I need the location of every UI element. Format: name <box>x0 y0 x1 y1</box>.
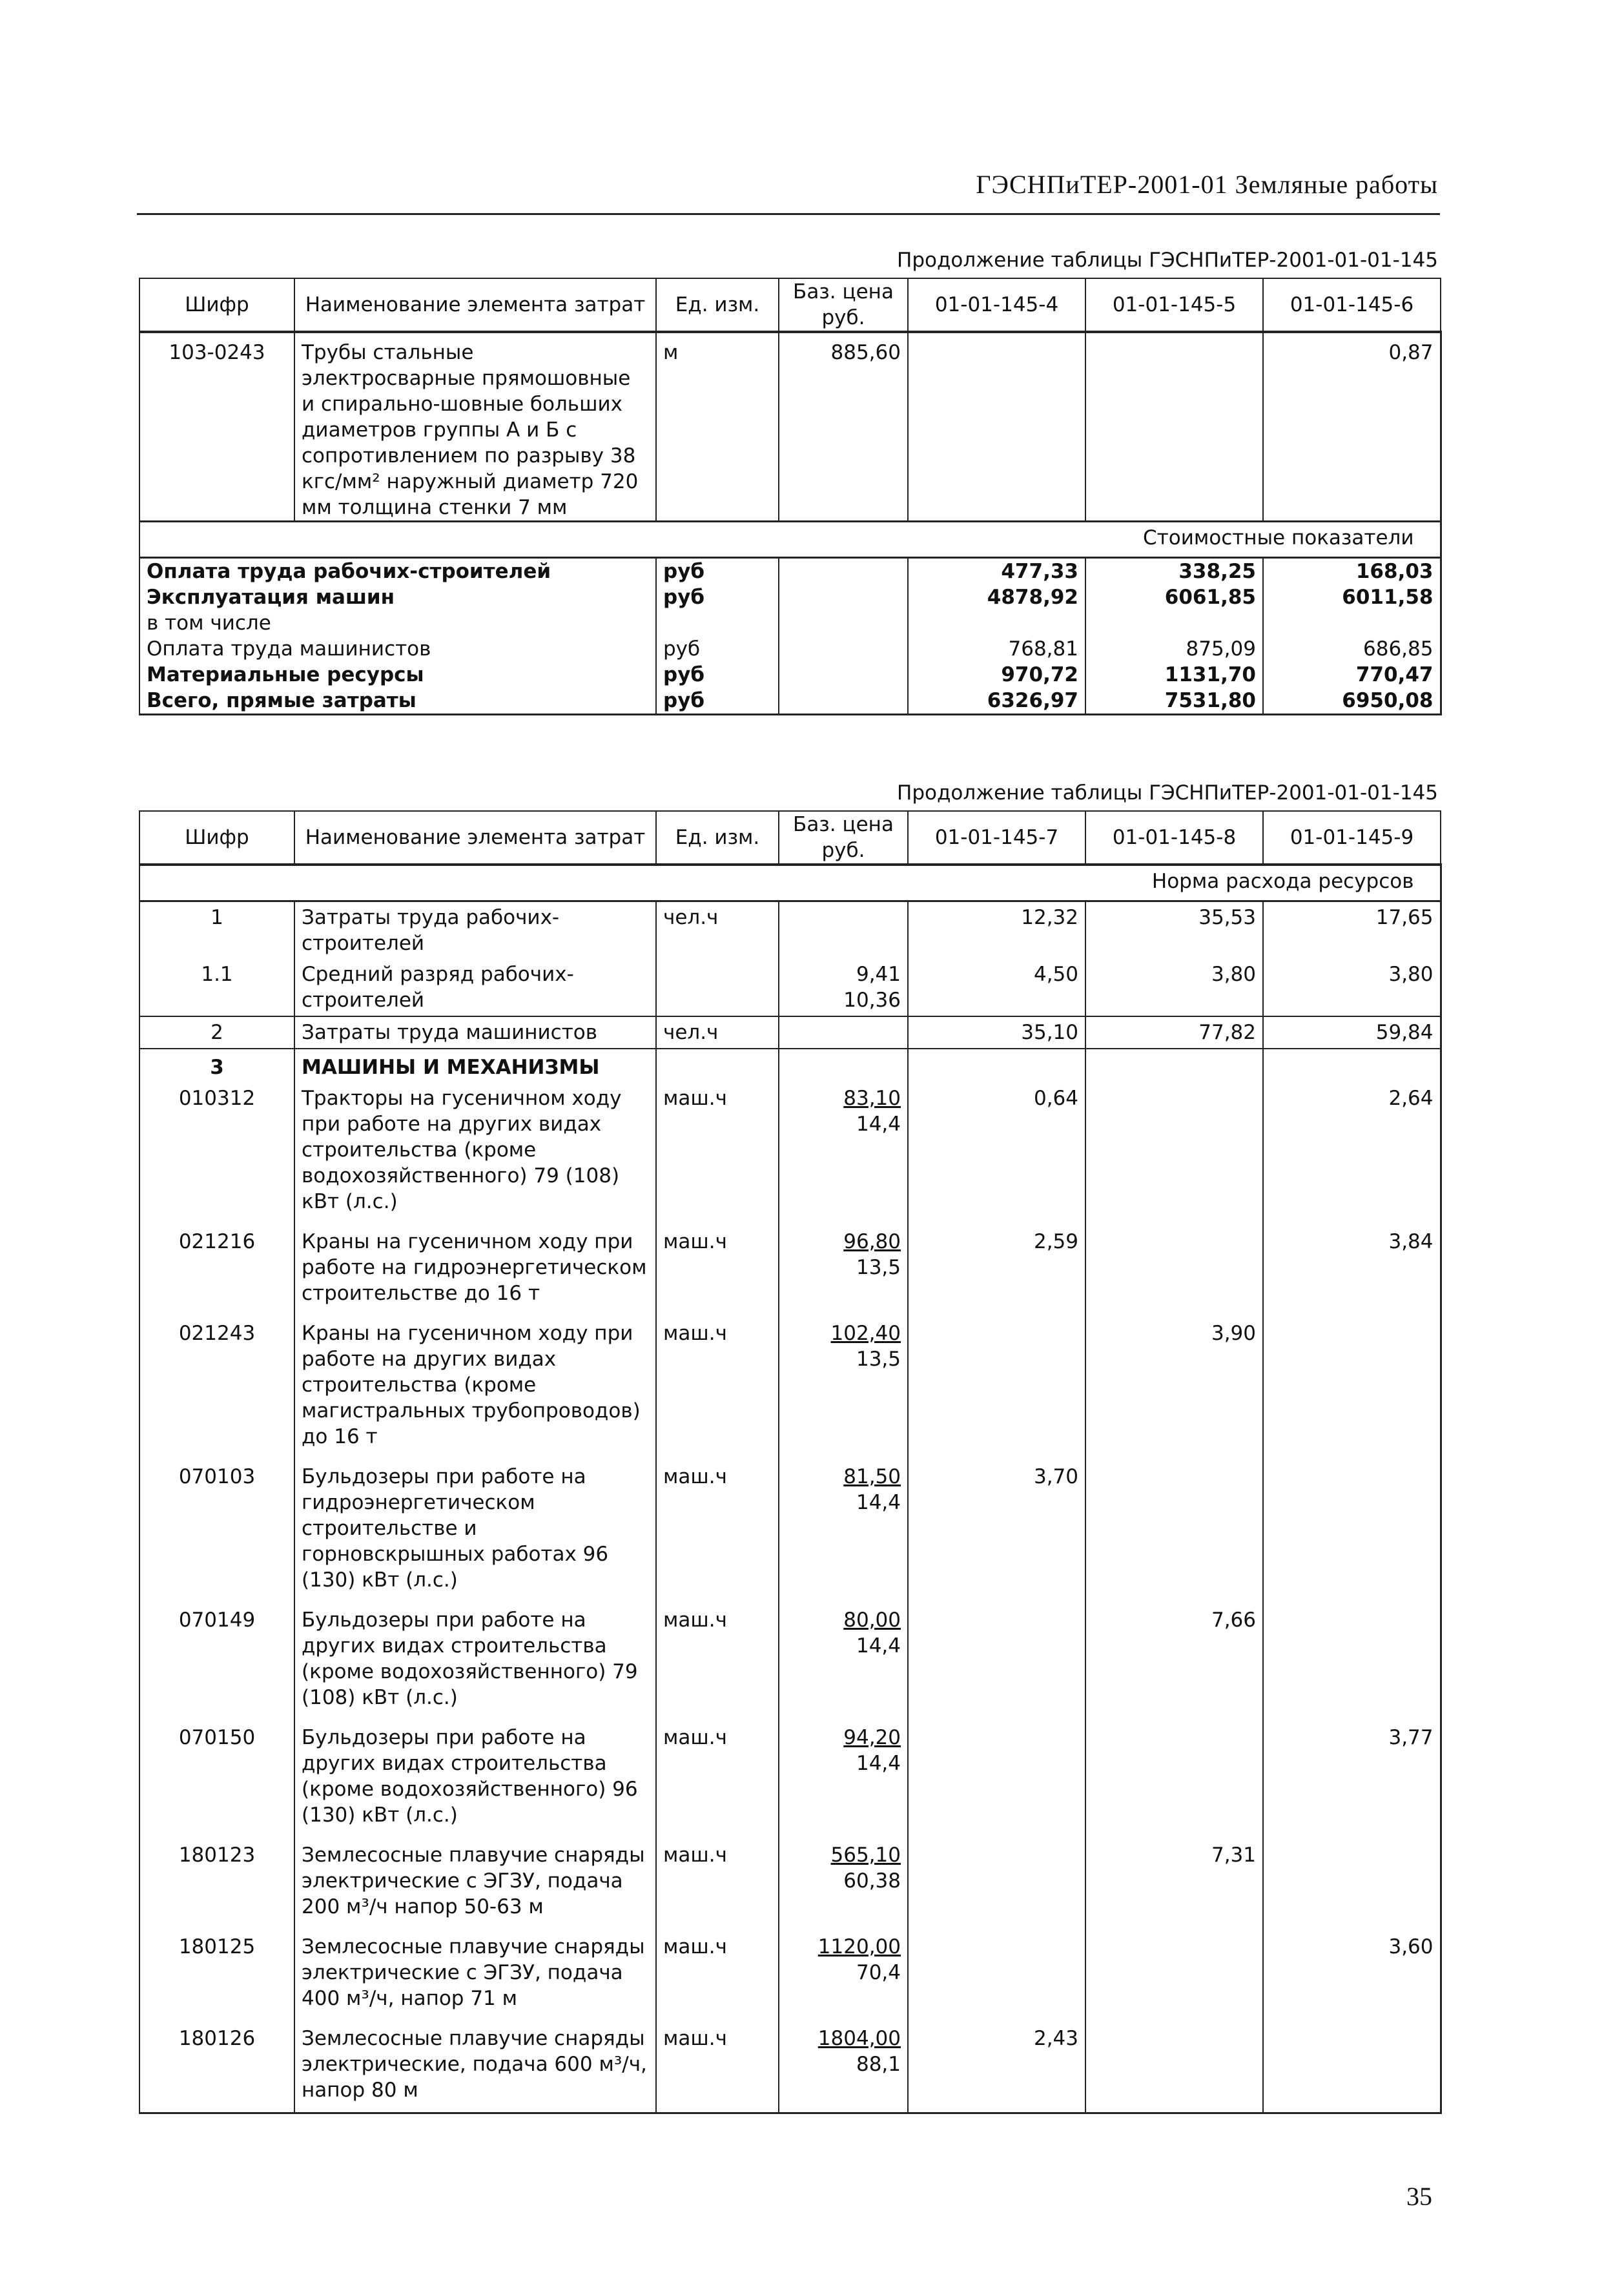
resource-value: 35,10 <box>908 1016 1085 1049</box>
resource-unit: чел.ч <box>656 1016 779 1049</box>
resource-price-value: 102,40 <box>830 1321 901 1345</box>
cost-name: Эксплуатация машин <box>139 584 656 610</box>
resource-value <box>908 1602 1085 1720</box>
resource-value <box>1085 1720 1263 1837</box>
machines-title: МАШИНЫ И МЕХАНИЗМЫ <box>294 1049 656 1080</box>
resource-price-value: 1120,00 <box>817 1935 901 1958</box>
resource-name: Бульдозеры при работе на гидроэнергетическом строительстве и горновскрышных работах 96 (130) кВт (л.с.) <box>294 1459 656 1602</box>
resource-value: 2,59 <box>908 1224 1085 1315</box>
cost-name: Материальные ресурсы <box>139 662 656 688</box>
resource-value: 7,31 <box>1085 1837 1263 1929</box>
table-row <box>139 1929 1441 2020</box>
resource-price <box>779 1602 908 1720</box>
resource-price: 885,60 <box>779 332 908 522</box>
table2-caption: Продолжение таблицы ГЭСНПиТЕР-2001-01-01-145 <box>897 781 1438 805</box>
resource-code: 180125 <box>139 1929 294 2020</box>
resource-price-secondary: 14,4 <box>856 1112 901 1136</box>
resource-unit: маш.ч <box>656 2020 779 2113</box>
cost-row <box>139 584 1441 610</box>
cost-name: Оплата труда машинистов <box>139 636 656 662</box>
cost-value: 970,72 <box>908 662 1085 688</box>
table2-header-row <box>139 811 1441 865</box>
col-header-unit: Ед. изм. <box>656 811 779 865</box>
resource-code: 010312 <box>139 1080 294 1224</box>
resource-price-value: 9,41 <box>856 962 901 986</box>
cost-price <box>779 558 908 585</box>
resource-rows <box>139 901 1441 2113</box>
resource-code: 103-0243 <box>139 332 294 522</box>
cost-price <box>779 636 908 662</box>
resource-value: 35,53 <box>1085 901 1263 959</box>
resource-value <box>908 1837 1085 1929</box>
cost-unit: руб <box>656 584 779 610</box>
col-header-shifr: Шифр <box>139 278 294 332</box>
cost-unit: руб <box>656 558 779 585</box>
resource-name: Средний разряд рабочих-строителей <box>294 959 656 1016</box>
empty-cell <box>1263 1049 1441 1080</box>
resource-price-secondary: 60,38 <box>843 1869 901 1893</box>
resource-price-secondary: 70,4 <box>856 1960 901 1984</box>
resource-value: 2,43 <box>908 2020 1085 2113</box>
cost-row <box>139 558 1441 585</box>
cost-value: 168,03 <box>1263 558 1441 585</box>
section-row <box>139 522 1441 558</box>
col-header-unit: Ед. изм. <box>656 278 779 332</box>
resource-name: Тракторы на гусеничном ходу при работе на других видах строительства (кроме водохозяйственного) 79 (108) кВт (л.с.) <box>294 1080 656 1224</box>
resource-value: 17,65 <box>1263 901 1441 959</box>
resource-code: 180123 <box>139 1837 294 1929</box>
resource-price-value: 80,00 <box>843 1608 901 1632</box>
resource-value: 3,90 <box>1085 1315 1263 1459</box>
table-row <box>139 1224 1441 1315</box>
resource-price-secondary: 14,4 <box>856 1751 901 1775</box>
cost-unit <box>656 610 779 636</box>
cost-value <box>1263 610 1441 636</box>
resource-code: 021243 <box>139 1315 294 1459</box>
cost-value: 770,47 <box>1263 662 1441 688</box>
resource-value: 7,66 <box>1085 1602 1263 1720</box>
cost-price <box>779 584 908 610</box>
resource-value <box>1263 1837 1441 1929</box>
resource-value <box>1263 1602 1441 1720</box>
resource-value <box>1263 2020 1441 2113</box>
table-row <box>139 901 1441 959</box>
section-title: Норма расхода ресурсов <box>139 865 1441 901</box>
col-header-shifr: Шифр <box>139 811 294 865</box>
resource-price <box>779 1224 908 1315</box>
resource-unit <box>656 959 779 1016</box>
table-row <box>139 1080 1441 1224</box>
resource-value: 0,87 <box>1263 332 1441 522</box>
resource-price <box>779 1837 908 1929</box>
table-row <box>139 2020 1441 2113</box>
resource-price-value: 1804,00 <box>817 2026 901 2050</box>
table-row <box>139 959 1441 1016</box>
header-rule <box>137 213 1440 215</box>
cost-value: 768,81 <box>908 636 1085 662</box>
cost-value <box>908 610 1085 636</box>
resource-name: Трубы стальные электросварные прямошовные и спирально-шовные больших диаметров группы А и Б с сопротивлением по разрыву 38 кгс/мм² наружный диаметр 720 мм толщина стенки 7 мм <box>294 332 656 522</box>
table2 <box>139 810 1442 2114</box>
resource-price <box>779 1016 908 1049</box>
table-row <box>139 1016 1441 1049</box>
resource-value: 59,84 <box>1263 1016 1441 1049</box>
resource-unit: чел.ч <box>656 901 779 959</box>
empty-cell <box>908 1049 1085 1080</box>
cost-row <box>139 636 1441 662</box>
resource-price-secondary: 13,5 <box>856 1347 901 1371</box>
resource-value <box>1085 332 1263 522</box>
cost-value: 6061,85 <box>1085 584 1263 610</box>
empty-cell <box>779 1049 908 1080</box>
cost-value: 6011,58 <box>1263 584 1441 610</box>
running-header: ГЭСНПиТЕР-2001-01 Земляные работы <box>976 170 1438 199</box>
resource-code: 070150 <box>139 1720 294 1837</box>
empty-cell <box>1085 1049 1263 1080</box>
col-header-code: 01-01-145-5 <box>1085 278 1263 332</box>
resource-code: 021216 <box>139 1224 294 1315</box>
resource-value: 3,80 <box>1263 959 1441 1016</box>
cost-row <box>139 688 1441 715</box>
resource-unit: м <box>656 332 779 522</box>
resource-value: 12,32 <box>908 901 1085 959</box>
resource-name: Затраты труда машинистов <box>294 1016 656 1049</box>
cost-unit: руб <box>656 662 779 688</box>
resource-name: Землесосные плавучие снаряды электрические с ЭГЗУ, подача 400 м³/ч, напор 71 м <box>294 1929 656 2020</box>
resource-code: 180126 <box>139 2020 294 2113</box>
resource-price-secondary: 14,4 <box>856 1490 901 1514</box>
section-row <box>139 865 1441 901</box>
resource-name: Землесосные плавучие снаряды электрические, подача 600 м³/ч, напор 80 м <box>294 2020 656 2113</box>
resource-code: 1 <box>139 901 294 959</box>
resource-name: Краны на гусеничном ходу при работе на гидроэнергетическом строительстве до 16 т <box>294 1224 656 1315</box>
col-header-code: 01-01-145-9 <box>1263 811 1441 865</box>
cost-price <box>779 610 908 636</box>
resource-code: 070103 <box>139 1459 294 1602</box>
resource-value: 77,82 <box>1085 1016 1263 1049</box>
resource-value <box>908 1720 1085 1837</box>
resource-price <box>779 901 908 959</box>
resource-value <box>1085 1929 1263 2020</box>
empty-cell <box>656 1049 779 1080</box>
table-row <box>139 332 1441 522</box>
cost-value: 6950,08 <box>1263 688 1441 715</box>
col-header-base-price: Баз. цена руб. <box>779 811 908 865</box>
resource-price <box>779 1720 908 1837</box>
resource-value <box>1085 1224 1263 1315</box>
resource-unit: маш.ч <box>656 1459 779 1602</box>
resource-price-secondary: 14,4 <box>856 1634 901 1658</box>
col-header-code: 01-01-145-4 <box>908 278 1085 332</box>
table-row <box>139 1315 1441 1459</box>
col-header-code: 01-01-145-6 <box>1263 278 1441 332</box>
resource-value <box>1085 1459 1263 1602</box>
table1-header-row <box>139 278 1441 332</box>
table-row <box>139 1602 1441 1720</box>
section-title: Стоимостные показатели <box>139 522 1441 558</box>
resource-unit: маш.ч <box>656 1720 779 1837</box>
resource-unit: маш.ч <box>656 1224 779 1315</box>
resource-price-secondary: 88,1 <box>856 2052 901 2076</box>
resource-price <box>779 1080 908 1224</box>
cost-value: 7531,80 <box>1085 688 1263 715</box>
resource-price <box>779 1315 908 1459</box>
cost-rows <box>139 558 1441 715</box>
table1 <box>139 278 1442 715</box>
cost-unit: руб <box>656 688 779 715</box>
resource-value: 3,60 <box>1263 1929 1441 2020</box>
cost-name: Всего, прямые затраты <box>139 688 656 715</box>
cost-price <box>779 688 908 715</box>
resource-price <box>779 959 908 1016</box>
cost-value: 6326,97 <box>908 688 1085 715</box>
resource-value: 3,70 <box>908 1459 1085 1602</box>
resource-price <box>779 2020 908 2113</box>
cost-value: 338,25 <box>1085 558 1263 585</box>
resource-value <box>1085 1080 1263 1224</box>
col-header-code: 01-01-145-7 <box>908 811 1085 865</box>
resource-value <box>908 1929 1085 2020</box>
resource-name: Затраты труда рабочих-строителей <box>294 901 656 959</box>
resource-value: 0,64 <box>908 1080 1085 1224</box>
col-header-name: Наименование элемента затрат <box>294 811 656 865</box>
resource-value: 3,77 <box>1263 1720 1441 1837</box>
resource-unit: маш.ч <box>656 1602 779 1720</box>
cost-unit: руб <box>656 636 779 662</box>
col-header-base-price: Баз. цена руб. <box>779 278 908 332</box>
resource-unit: маш.ч <box>656 1080 779 1224</box>
resource-price-value: 96,80 <box>843 1229 901 1253</box>
table-row <box>139 1720 1441 1837</box>
resource-code: 2 <box>139 1016 294 1049</box>
resource-name: Краны на гусеничном ходу при работе на других видах строительства (кроме магистральных трубопроводов) до 16 т <box>294 1315 656 1459</box>
cost-name: Оплата труда рабочих-строителей <box>139 558 656 585</box>
resource-price-secondary: 13,5 <box>856 1255 901 1279</box>
table-row <box>139 1459 1441 1602</box>
resource-price-value: 565,10 <box>830 1843 901 1867</box>
resource-unit: маш.ч <box>656 1315 779 1459</box>
machines-section-row <box>139 1049 1441 1080</box>
resource-value <box>908 1315 1085 1459</box>
cost-value: 875,09 <box>1085 636 1263 662</box>
resource-value <box>1085 2020 1263 2113</box>
resource-value: 3,80 <box>1085 959 1263 1016</box>
resource-unit: маш.ч <box>656 1837 779 1929</box>
resource-price-value: 81,50 <box>843 1464 901 1488</box>
resource-name: Землесосные плавучие снаряды электрические с ЭГЗУ, подача 200 м³/ч напор 50-63 м <box>294 1837 656 1929</box>
cost-value <box>1085 610 1263 636</box>
resource-code: 070149 <box>139 1602 294 1720</box>
cost-name: в том числе <box>139 610 656 636</box>
cost-row <box>139 662 1441 688</box>
cost-value: 686,85 <box>1263 636 1441 662</box>
cost-value: 1131,70 <box>1085 662 1263 688</box>
cost-value: 477,33 <box>908 558 1085 585</box>
resource-price-value: 94,20 <box>843 1725 901 1749</box>
col-header-code: 01-01-145-8 <box>1085 811 1263 865</box>
resource-value <box>908 332 1085 522</box>
resource-name: Бульдозеры при работе на других видах строительства (кроме водохозяйственного) 79 (108) кВт (л.с.) <box>294 1602 656 1720</box>
resource-value: 4,50 <box>908 959 1085 1016</box>
table-row <box>139 1837 1441 1929</box>
resource-price <box>779 1459 908 1602</box>
resource-price-secondary: 10,36 <box>843 988 901 1012</box>
page-number: 35 <box>1406 2182 1432 2211</box>
machines-code: 3 <box>139 1049 294 1080</box>
cost-value: 4878,92 <box>908 584 1085 610</box>
resource-value <box>1263 1459 1441 1602</box>
cost-price <box>779 662 908 688</box>
col-header-name: Наименование элемента затрат <box>294 278 656 332</box>
resource-value: 3,84 <box>1263 1224 1441 1315</box>
resource-price <box>779 1929 908 2020</box>
cost-row <box>139 610 1441 636</box>
resource-price-value: 83,10 <box>843 1086 901 1110</box>
resource-value: 2,64 <box>1263 1080 1441 1224</box>
resource-name: Бульдозеры при работе на других видах строительства (кроме водохозяйственного) 96 (130) кВт (л.с.) <box>294 1720 656 1837</box>
resource-value <box>1263 1315 1441 1459</box>
resource-unit: маш.ч <box>656 1929 779 2020</box>
resource-code: 1.1 <box>139 959 294 1016</box>
table1-caption: Продолжение таблицы ГЭСНПиТЕР-2001-01-01-145 <box>897 249 1438 272</box>
